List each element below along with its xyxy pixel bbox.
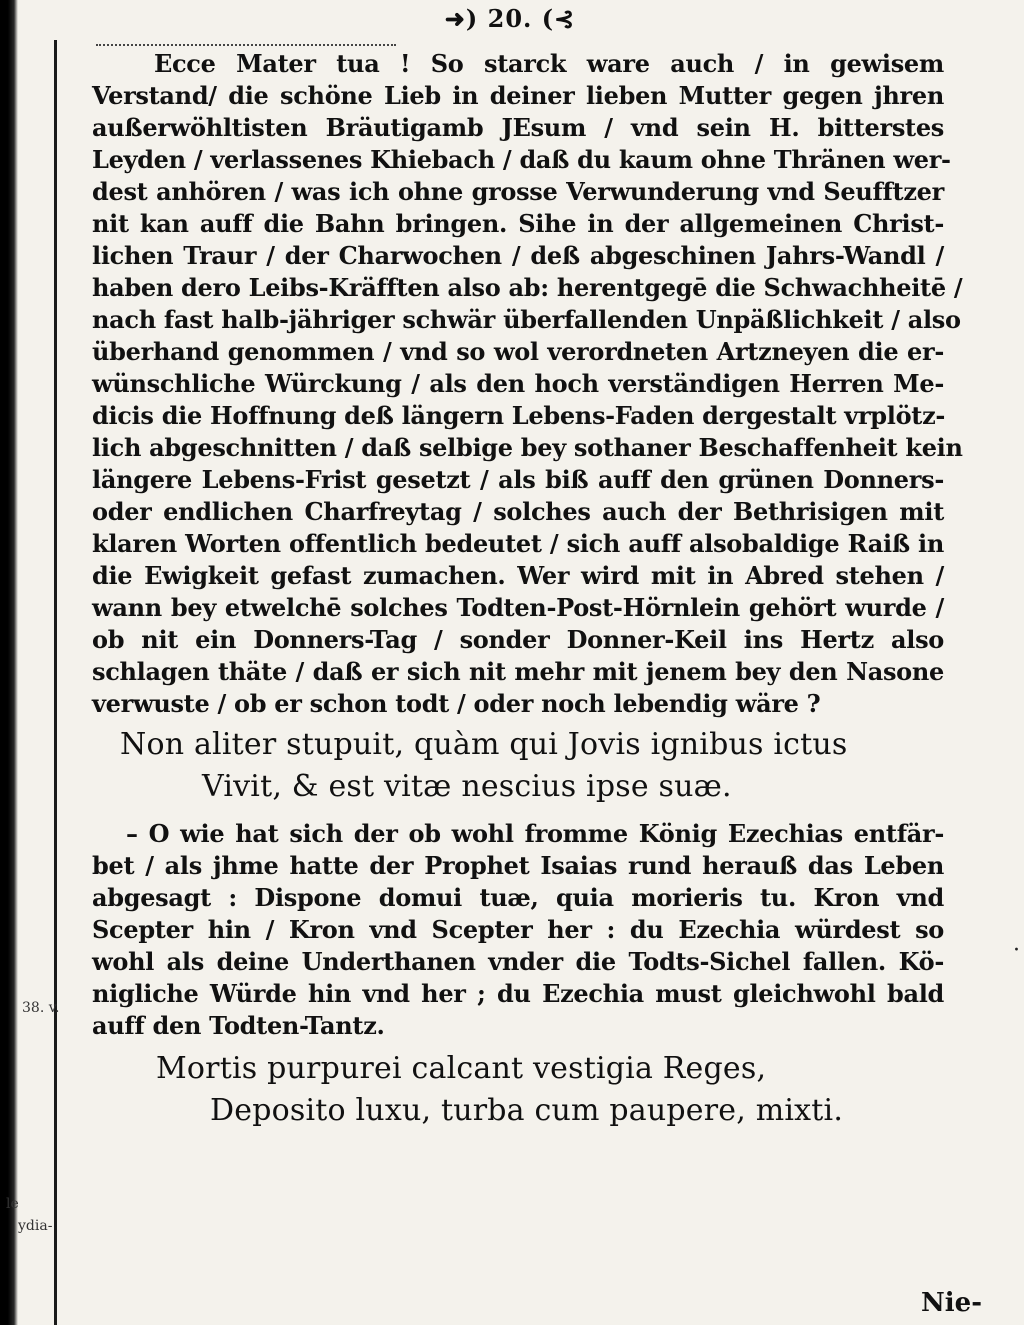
text-line: – O wie hat sich der ob wohl fromme König Ezechias entfär- (126, 819, 944, 848)
verse-line: Vivit, & est vitæ nescius ipse suæ. (202, 769, 732, 804)
text-block (92, 48, 963, 1132)
edge-mark: · (1013, 938, 1020, 963)
text-line: wann bey etwelchē solches Todten-Post-Hörnlein gehört wurde / (92, 593, 944, 622)
text-line: nit kan auff die Bahn bringen. Sihe in der allgemeinen Christ- (92, 209, 944, 238)
paragraph-2 (92, 818, 944, 1042)
text-line: lich abgeschnitten / daß selbige bey sothaner Beschaffenheit kein (92, 433, 963, 462)
text-line: bet / als jhme hatte der Prophet Isaias rund herauß das Leben (92, 851, 944, 880)
text-line: auff den Todten-Tantz. (92, 1011, 385, 1040)
page-number: ➜) 20. (⊰ (444, 4, 576, 33)
text-line: ob nit ein Donners-Tag / sonder Donner-Keil ins Hertz also (92, 625, 944, 654)
margin-rule (54, 40, 57, 1325)
text-line: verwuste / ob er schon todt / oder noch lebendig wäre ? (92, 689, 821, 718)
text-line: Verstand/ die schöne Lieb in deiner lieben Mutter gegen jhren (92, 81, 944, 110)
text-line: Ecce Mater tua ! So starck ware auch / in gewisem (154, 49, 944, 78)
margin-note-fragment: le (6, 1196, 19, 1212)
verse-line: Deposito luxu, turba cum paupere, mixti. (210, 1093, 844, 1128)
text-line: Leyden / verlassenes Khiebach / daß du kaum ohne Thränen wer- (92, 145, 951, 174)
text-line: außerwöhltisten Bräutigamb JEsum / vnd sein H. bitterstes (92, 113, 944, 142)
text-line: abgesagt : Dispone domui tuæ, quia morieris tu. Kron vnd (92, 883, 944, 912)
text-line: Scepter hin / Kron vnd Scepter her : du Ezechia würdest so (92, 915, 944, 944)
text-line: dicis die Hoffnung deß längern Lebens-Faden dergestalt vrplötz- (92, 401, 946, 430)
verse-line: Mortis purpurei calcant vestigia Reges, (156, 1051, 767, 1086)
paragraph-1 (92, 48, 963, 720)
text-line: schlagen thäte / daß er sich nit mehr mit jenem bey den Nasone (92, 657, 944, 686)
text-line: überhand genommen / vnd so wol verordneten Artzneyen die er- (92, 337, 944, 366)
text-line: lichen Traur / der Charwochen / deß abgeschinen Jahrs-Wandl / (92, 241, 944, 270)
text-line: nach fast halb-jähriger schwär überfallenden Unpäßlichkeit / also (92, 305, 961, 334)
text-line: dest anhören / was ich ohne grosse Verwunderung vnd Seufftzer (92, 177, 944, 206)
text-line: klaren Worten offentlich bedeutet / sich auff alsobaldige Raiß in (92, 529, 944, 558)
margin-note-fragment: ydia- (18, 1218, 53, 1234)
catchword: Nie- (921, 1288, 982, 1318)
latin-verse-2 (92, 1048, 944, 1132)
text-line: haben dero Leibs-Kräfften also ab: herentgegē die Schwachheitē / (92, 273, 963, 302)
page-edge-shadow (0, 0, 18, 1325)
text-line: wünschliche Würckung / als den hoch verständigen Herren Me- (92, 369, 944, 398)
text-line: die Ewigkeit gefast zumachen. Wer wird mit in Abred stehen / (92, 561, 944, 590)
text-line: oder endlichen Charfreytag / solches auch der Bethrisigen mit (92, 497, 944, 526)
dotted-rule (96, 44, 396, 46)
text-line: längere Lebens-Frist gesetzt / als biß auff den grünen Donners- (92, 465, 944, 494)
margin-note-reference: 38. v. (22, 1000, 60, 1016)
text-line: nigliche Würde hin vnd her ; du Ezechia must gleichwohl bald (92, 979, 944, 1008)
verse-line: Non aliter stupuit, quàm qui Jovis ignibus ictus (120, 727, 848, 762)
text-line: wohl als deine Underthanen vnder die Todts-Sichel fallen. Kö- (92, 947, 944, 976)
latin-verse-1 (92, 724, 944, 808)
